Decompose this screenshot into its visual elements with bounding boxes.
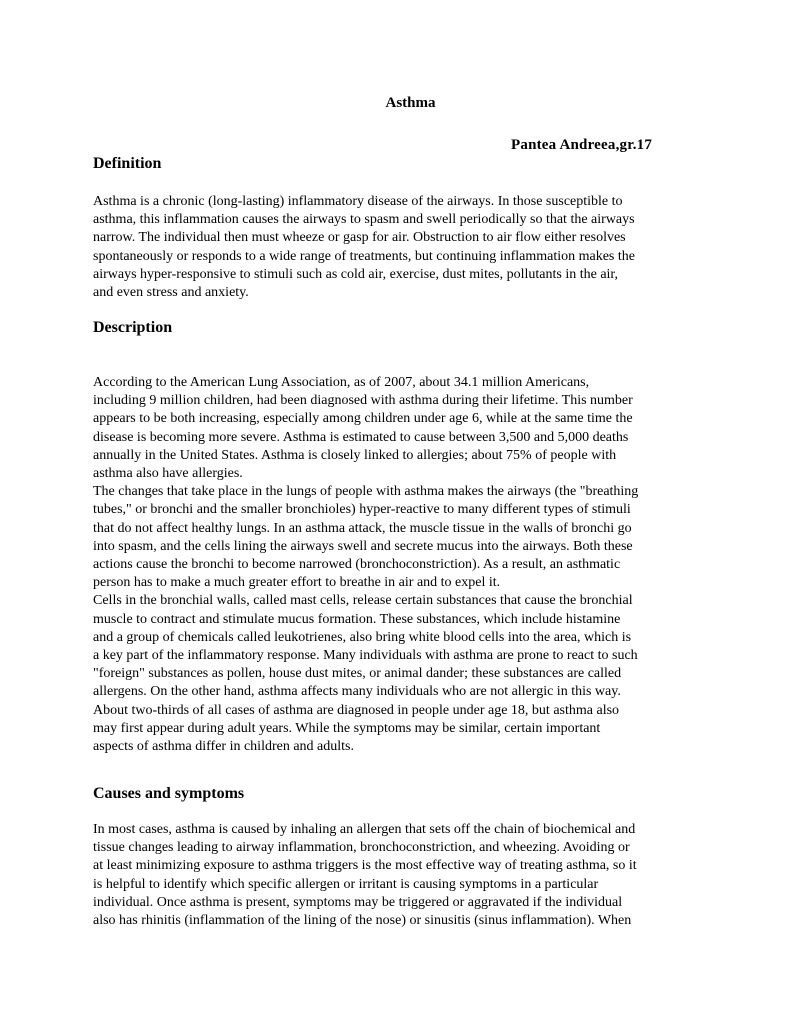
text-line: allergens. On the other hand, asthma affects many individuals who are not allergic in this way. [93,684,621,700]
text-line: tubes," or bronchi and the smaller bronchioles) hyper-reactive to many different types of stimuli [93,502,631,518]
author-line: Pantea Andreea,gr.17 [511,137,653,153]
text-line: About two-thirds of all cases of asthma are diagnosed in people under age 18, but asthma also [93,702,620,718]
causes-heading: Causes and symptoms [93,785,245,802]
text-line: tissue changes leading to airway inflammation, bronchoconstriction, and wheezing. Avoiding or [93,840,630,856]
text-line: into spasm, and the cells lining the airways swell and secrete mucus into the airways. Both these [93,538,633,554]
text-line: at least minimizing exposure to asthma triggers is the most effective way of treating asthma, so it [93,858,637,874]
text-line: annually in the United States. Asthma is closely linked to allergies; about 75% of people with [93,447,617,463]
text-line: actions cause the bronchi to become narrowed (bronchoconstriction). As a result, an asthmatic [93,557,621,573]
text-line: narrow. The individual then must wheeze or gasp for air. Obstruction to air flow either resolves [93,230,626,246]
document-title: Asthma [385,95,436,111]
text-line: Cells in the bronchial walls, called mast cells, release certain substances that cause the bronchial [93,593,633,609]
text-line: Asthma is a chronic (long-lasting) inflammatory disease of the airways. In those susceptible to [93,194,623,209]
text-line: airways hyper-responsive to stimuli such as cold air, exercise, dust mites, pollutants in the air, [93,266,619,282]
text-line: asthma also have allergies. [93,466,243,482]
text-line: The changes that take place in the lungs of people with asthma makes the airways (the "breathing [93,484,639,500]
text-line: is helpful to identify which specific allergen or irritant is causing symptoms in a particular [93,876,599,892]
text-line: aspects of asthma differ in children and adults. [93,739,354,755]
text-line: also has rhinitis (inflammation of the lining of the nose) or sinusitis (sinus inflammation). When [93,913,632,929]
text-line: may first appear during adult years. While the symptoms may be similar, certain important [93,720,601,736]
text-line: including 9 million children, had been diagnosed with asthma during their lifetime. This number [93,393,633,409]
text-line: that do not affect healthy lungs. In an asthma attack, the muscle tissue in the walls of bronchi go [93,520,632,536]
text-line: muscle to contract and stimulate mucus formation. These substances, which include histamine [93,611,621,627]
text-line: appears to be both increasing, especially among children under age 6, while at the same time the [93,411,633,427]
text-line: individual. Once asthma is present, symptoms may be triggered or aggravated if the individual [93,894,623,910]
definition-heading: Definition [93,155,162,172]
causes-paragraph [93,821,703,930]
definition-paragraph [93,193,703,302]
text-line: "foreign" substances as pollen, house dust mites, or animal dander; these substances are called [93,666,622,682]
description-heading: Description [93,319,173,336]
text-line: disease is becoming more severe. Asthma is estimated to cause between 3,500 and 5,000 deaths [93,429,629,445]
text-line: a key part of the inflammatory response. Many individuals with asthma are prone to react to such [93,648,638,664]
text-line: spontaneously or responds to a wide range of treatments, but continuing inflammation makes the [93,248,635,264]
text-line: asthma, this inflammation causes the airways to spasm and swell periodically so that the airways [93,212,635,228]
text-line: In most cases, asthma is caused by inhaling an allergen that sets off the chain of biochemical and [93,822,636,837]
text-line: According to the American Lung Association, as of 2007, about 34.1 million Americans, [93,375,590,390]
text-line: person has to make a much greater effort to breathe in air and to expel it. [93,575,501,591]
description-paragraph [93,374,703,756]
text-line: and even stress and anxiety. [93,285,249,301]
text-line: and a group of chemicals called leukotrienes, also bring white blood cells into the area, which is [93,629,632,645]
